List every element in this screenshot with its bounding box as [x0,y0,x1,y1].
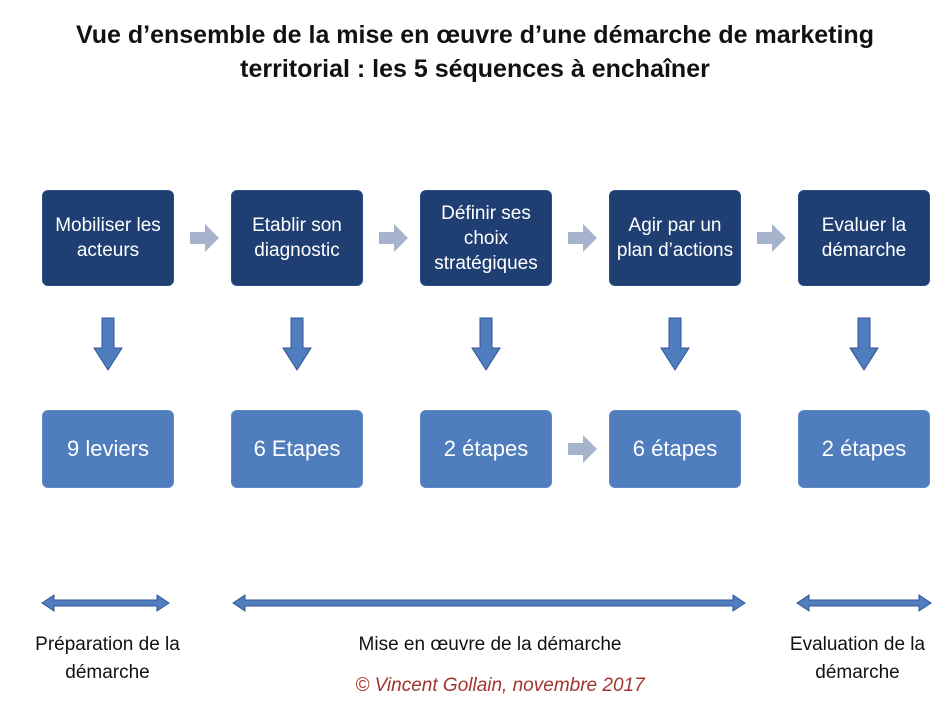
step-box-diagnostic: Etablir son diagnostic [231,190,363,286]
phase-arrow-implementation [233,595,745,611]
down-arrow-3 [472,318,500,370]
phase-arrow-evaluation [797,595,931,611]
count-box-etapes-choix: 2 étapes [420,410,552,488]
phase-label-preparation: Préparation de la démarche [35,634,180,683]
step-arrow-4 [757,224,786,252]
count-box-etapes-agir: 6 étapes [609,410,741,488]
count-box-leviers: 9 leviers [42,410,174,488]
title-line-2: territorial : les 5 séquences à enchaîner [240,55,710,83]
down-arrow-5 [850,318,878,370]
copyright-credit: © Vincent Gollain, novembre 2017 [355,675,645,696]
step-arrow-3 [568,224,597,252]
phase-arrow-preparation [42,595,169,611]
step-box-evaluer: Evaluer la démarche [798,190,930,286]
step-arrow-2 [379,224,408,252]
step-box-mobiliser: Mobiliser les acteurs [42,190,174,286]
step-box-choix: Définir ses choix stratégiques [420,190,552,286]
count-arrow [568,435,597,463]
down-arrow-2 [283,318,311,370]
down-arrow-4 [661,318,689,370]
phase-label-implementation: Mise en œuvre de la démarche [358,634,622,655]
phase-label-evaluation: Evaluation de la démarche [789,634,926,683]
title-line-1: Vue d’ensemble de la mise en œuvre d’une démarche de marketing [76,21,874,49]
count-box-etapes-evaluer: 2 étapes [798,410,930,488]
step-box-agir: Agir par un plan d’actions [609,190,741,286]
step-arrow-1 [190,224,219,252]
count-box-etapes-diagnostic: 6 Etapes [231,410,363,488]
down-arrow-1 [94,318,122,370]
